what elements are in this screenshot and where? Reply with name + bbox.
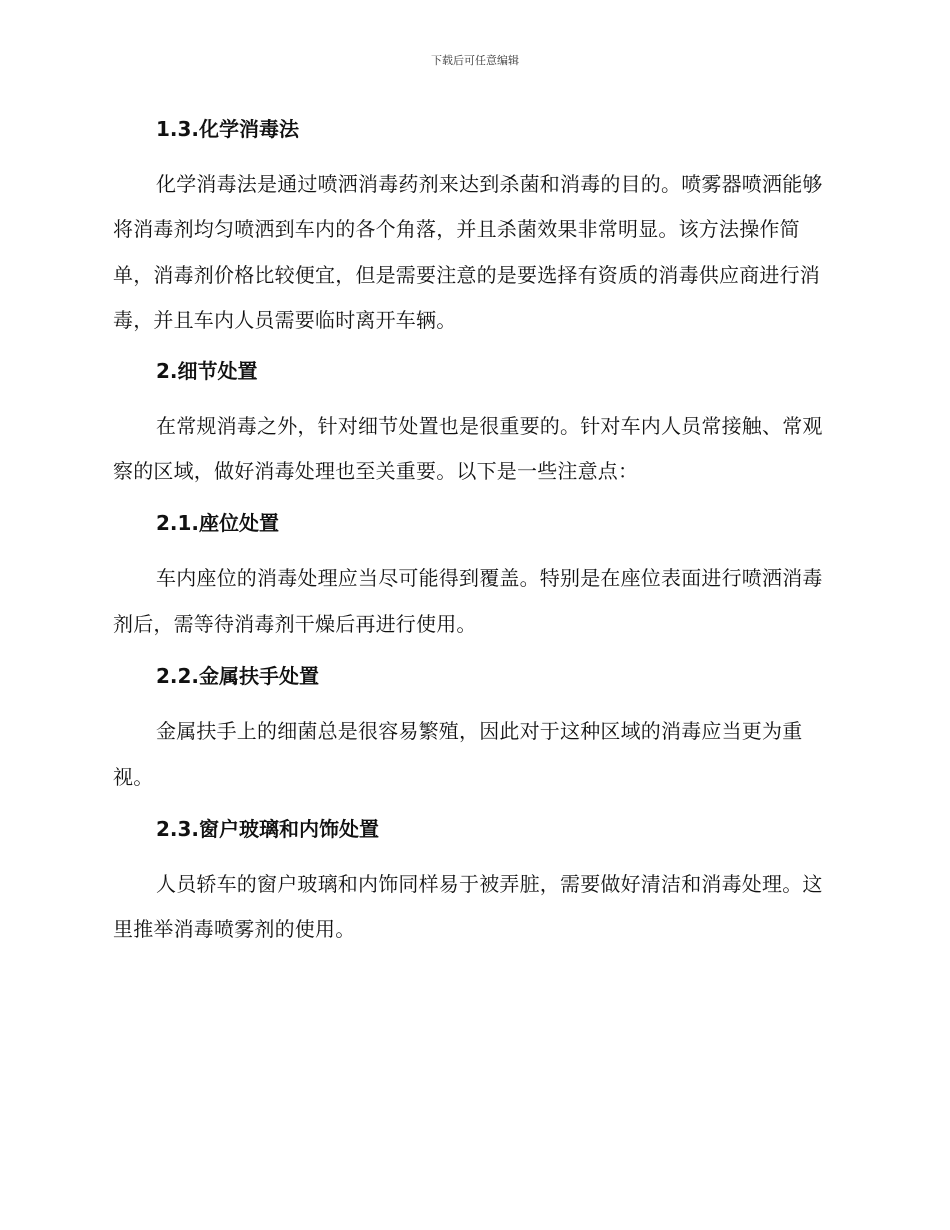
section-heading-2-3: 2.3.窗户玻璃和内饰处置 [156,817,380,842]
section-paragraph-2-2: 金属扶手上的细菌总是很容易繁殖，因此对于这种区域的消毒应当更为重视。 [113,719,803,789]
section-heading-1-3: 1.3.化学消毒法 [156,117,300,141]
section-heading-2-1: 2.1.座位处置 [156,511,280,536]
section-paragraph-2-3: 人员轿车的窗户玻璃和内饰同样易于被弄脏，需要做好清洁和消毒处理。这里推举消毒喷雾剂的使用。 [113,872,823,942]
section-heading-2: 2.细节处置 [156,358,258,383]
document-body [113,112,831,953]
section-paragraph-2-1: 车内座位的消毒处理应当尽可能得到覆盖。特别是在座位表面进行喷洒消毒剂后，需等待消毒剂干燥后再进行使用。 [113,566,823,636]
section-paragraph-1-3: 化学消毒法是通过喷洒消毒药剂来达到杀菌和消毒的目的。喷雾器喷洒能够将消毒剂均匀喷洒到车内的各个角落，并且杀菌效果非常明显。该方法操作简单，消毒剂价格比较便宜，但是需要注意的是要选择有资质的消毒供应商进行消毒，并且车内人员需要临时离开车辆。 [113,172,823,333]
page-header: 下载后可任意编辑 [431,54,519,67]
section-paragraph-2: 在常规消毒之外，针对细节处置也是很重要的。针对车内人员常接触、常观察的区域，做好消毒处理也至关重要。以下是一些注意点： [113,413,823,484]
section-heading-2-2: 2.2.金属扶手处置 [156,664,320,689]
